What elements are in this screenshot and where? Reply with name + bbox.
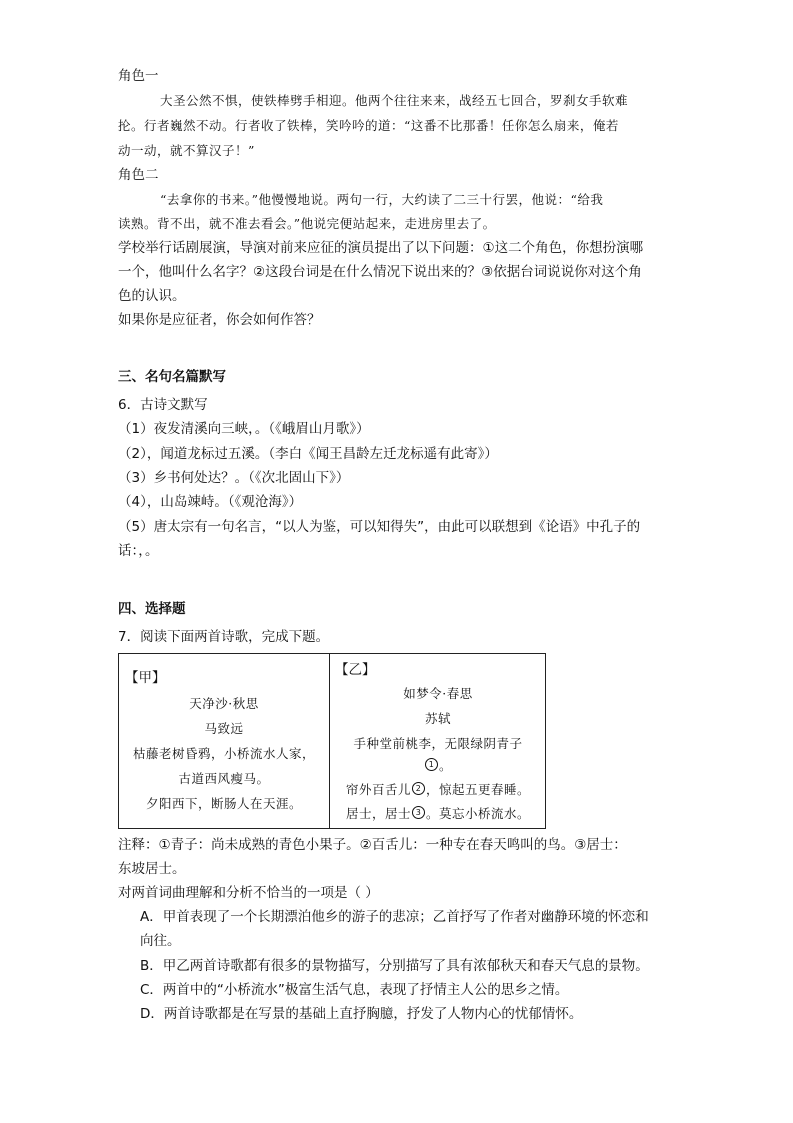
footnote-mark-3: 3 xyxy=(412,806,425,819)
option-a: A．甲首表现了一个长期漂泊他乡的游子的悲凉；乙首抒写了作者对幽静环境的怀恋和 xyxy=(140,909,649,925)
q6-item-3: （3）乡书何处达？。（《次北固山下》） xyxy=(118,470,350,486)
poem-a-tag: 【甲】 xyxy=(125,670,166,686)
option-b: B．甲乙两首诗歌都有很多的景物描写，分别描写了具有浓郁秋天和春天气息的景物。 xyxy=(140,958,649,974)
poem-a-author: 马致远 xyxy=(204,721,244,736)
notes-line-2: 东坡居士。 xyxy=(118,861,186,877)
q6-item-5: （5）唐太宗有一句名言，“以人为鉴，可以知得失”，由此可以联想到《论语》中孔子的 xyxy=(118,519,641,535)
poem-b-author: 苏轼 xyxy=(424,711,451,726)
q7-question: 对两首词曲理解和分析不恰当的一项是（ ） xyxy=(118,885,379,901)
poem-b-line-4-a: 居士，居士 xyxy=(345,806,411,821)
poem-a-title: 天净沙·秋思 xyxy=(189,696,259,711)
q7-title: 7．阅读下面两首诗歌，完成下题。 xyxy=(118,629,330,645)
role2-line-2: 读熟。背不出，就不准去看会。”他说完便站起来，走进房里去了。 xyxy=(118,216,496,231)
question-line-4: 如果你是应征者，你会如何作答？ xyxy=(118,312,321,328)
poem-a-line-2: 古道西风瘦马。 xyxy=(178,771,270,786)
poem-b-line-3-a: 帘外百舌儿 xyxy=(345,782,411,797)
option-c: C．两首中的“小桥流水”极富生活气息，表现了抒情主人公的思乡之情。 xyxy=(140,982,569,998)
q6-item-5-cont: 话：，。 xyxy=(118,543,159,559)
poem-b-line-4-b: 。莫忘小桥流水。 xyxy=(426,806,531,821)
poem-comparison-table xyxy=(118,653,546,829)
role2-title: 角色二 xyxy=(118,167,159,183)
poem-a-line-3: 夕阳西下，断肠人在天涯。 xyxy=(145,796,302,811)
question-line-3: 色的认识。 xyxy=(118,288,186,304)
q6-title: 6．古诗文默写 xyxy=(118,397,208,413)
option-d: D．两首诗歌都是在写景的基础上直抒胸臆，抒发了人物内心的忧郁情怀。 xyxy=(140,1006,583,1022)
poem-a-line-1: 枯藤老树昏鸦，小桥流水人家， xyxy=(132,746,315,761)
question-line-1: 学校举行话剧展演，导演对前来应征的演员提出了以下问题：①这二个角色，你想扮演哪 xyxy=(118,240,644,256)
section4-heading: 四、选择题 xyxy=(118,601,186,617)
poem-b-line-4 xyxy=(330,806,546,822)
role1-line-2: 抡。行者巍然不动。行者收了铁棒，笑吟吟的道：“这番不比那番！任你怎么扇来，俺若 xyxy=(118,118,619,133)
section3-heading: 三、名句名篇默写 xyxy=(118,369,226,385)
poem-b-title: 如梦令·春思 xyxy=(403,686,473,701)
q6-item-4: （4），山岛竦峙。（《观沧海》） xyxy=(118,494,303,510)
poem-b-line-2-tail: 。 xyxy=(438,758,452,773)
poem-b-line-3-b: ，惊起五更春睡。 xyxy=(426,782,531,797)
q6-item-1: （1）夜发清溪向三峡，。（《峨眉山月歌》） xyxy=(118,421,370,437)
poem-b-line-2 xyxy=(330,758,546,774)
footnote-mark-1: 1 xyxy=(425,758,438,771)
role1-line-3: 动一动，就不算汉子！” xyxy=(118,143,255,158)
notes-line-1: 注释：①青子：尚未成熟的青色小果子。②百舌儿：一种专在春天鸣叫的鸟。③居士： xyxy=(118,837,627,853)
poem-b-tag: 【乙】 xyxy=(335,662,376,678)
role1-title: 角色一 xyxy=(118,68,159,84)
question-line-2: 一个，他叫什么名字？②这段台词是在什么情况下说出来的？③依据台词说说你对这个角 xyxy=(118,264,642,280)
poem-b-line-3 xyxy=(330,782,546,798)
footnote-mark-2: 2 xyxy=(412,782,425,795)
poem-b-line-1: 手种堂前桃李，无限绿阴青子 xyxy=(353,736,523,751)
q6-item-2: （2），闻道龙标过五溪。（李白《闻王昌龄左迁龙标遥有此寄》） xyxy=(118,446,498,462)
option-a-cont: 向往。 xyxy=(140,933,181,949)
role1-line-1: 大圣公然不惧，使铁棒劈手相迎。他两个往往来来，战经五七回合，罗刹女手软难 xyxy=(160,93,629,108)
role2-line-1: “去拿你的书来。”他慢慢地说。两句一行，大约读了二三十行罢，他说：“给我 xyxy=(160,192,604,207)
